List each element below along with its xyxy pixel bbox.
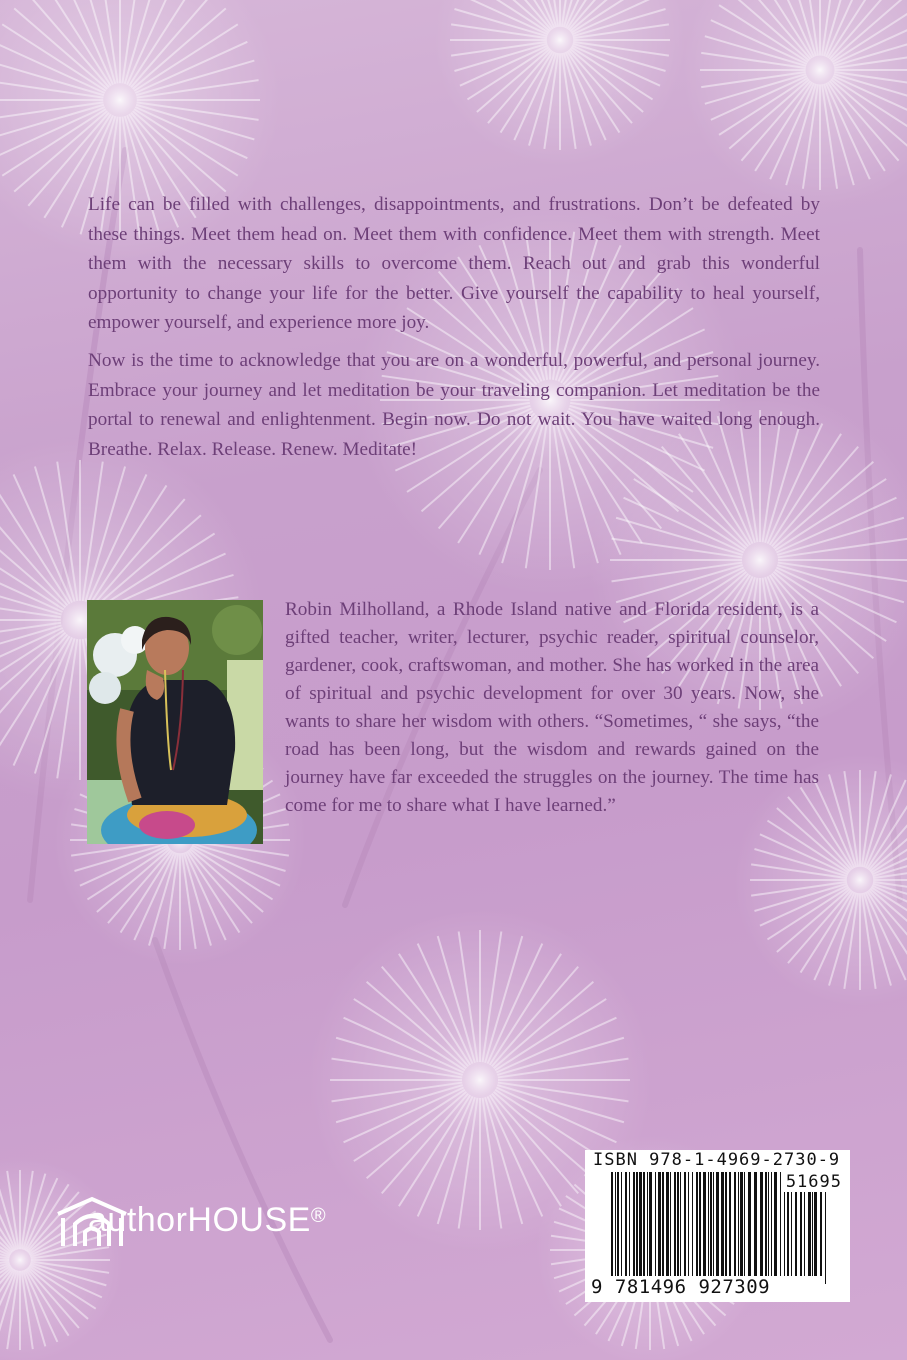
blurb-paragraph-2: Now is the time to acknowledge that you are on a wonderful, powerful, and personal journey. Embrace your journey and let meditation be your traveling companion. Let meditation be the portal to renewal and enlightenment. Begin now. Do not wait. You have waited long enough. Breathe. Relax. Release. Renew. Meditate! bbox=[88, 350, 820, 460]
author-bio: Robin Milholland, a Rhode Island native and Florida resident, is a gifted teacher, writer, lecturer, psychic reader, spiritual counselor, gardener, cook, craftswoman, and mother. She has worked in the area of spiritual and psychic development for over 30 years. Now, she wants to share her wisdom with others. “Sometimes, “ she says, “the road has been long, but the wisdom and rewards gained on the journey have far exceeded the struggles on the journey. The time has come for me to share what I have learned.” bbox=[285, 599, 819, 816]
publisher-name-upper: HOUSE bbox=[187, 1201, 311, 1239]
publisher-wordmark bbox=[88, 1197, 326, 1243]
author-photo bbox=[87, 600, 263, 844]
barcode-box bbox=[585, 1150, 850, 1302]
registered-mark: ® bbox=[310, 1205, 327, 1227]
price-code: 51695 bbox=[785, 1172, 842, 1192]
publisher-name-lower: author bbox=[88, 1201, 188, 1239]
blurb-paragraph-1: Life can be filled with challenges, disappointments, and frustrations. Don’t be defeated by these things. Meet them head on. Meet them with confidence. Meet them with strength. Meet them with the necessary skills to overcome them. Reach out and grab this wonderful opportunity to change your life for the better. Give yourself the capability to heal yourself, empower yourself, and experience more joy. bbox=[88, 194, 820, 333]
isbn-text: ISBN 978-1-4969-2730-9 bbox=[593, 1150, 841, 1170]
ean-digits: 9 781496 927309 bbox=[591, 1276, 771, 1298]
